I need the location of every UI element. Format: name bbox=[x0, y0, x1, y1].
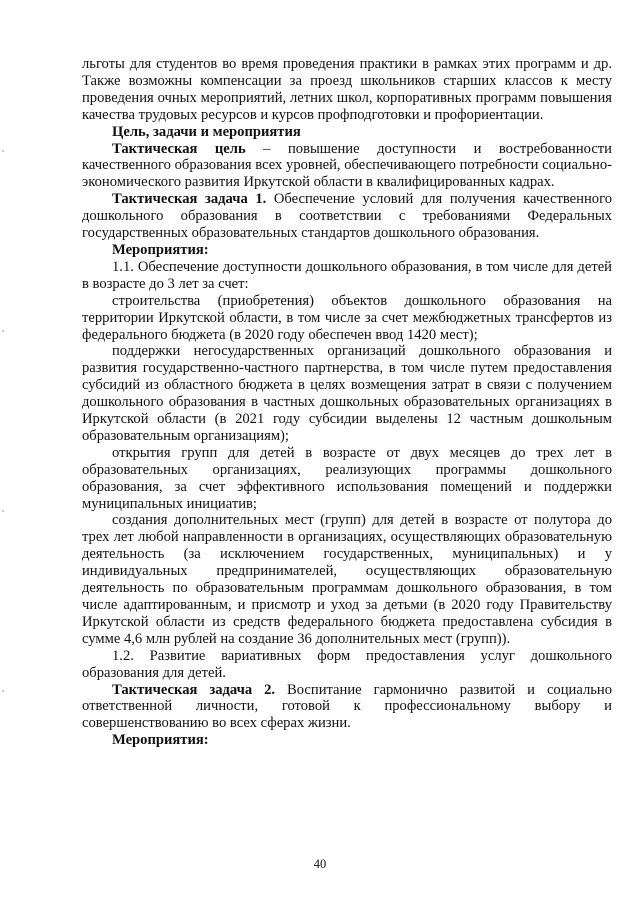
scan-artifact-dot bbox=[2, 690, 4, 692]
item-1-1: 1.1. Обеспечение доступности дошкольного образования, в том числе для детей в возрасте до 3 лет за счет: bbox=[82, 258, 612, 292]
scan-artifact-dot bbox=[2, 330, 4, 332]
scan-artifact-dot bbox=[2, 510, 4, 512]
page-number: 40 bbox=[313, 857, 327, 871]
goal-label: Тактическая цель bbox=[112, 140, 246, 157]
task1-label: Тактическая задача 1. bbox=[112, 191, 267, 208]
goal-paragraph bbox=[82, 141, 612, 192]
subitem-construction: строительства (приобретения) объектов дошкольного образования на территории Иркутской области, в том числе за счет межбюджетных трансфертов из федерального бюджета (в 2020 году обеспечен ввод 1420 мест); bbox=[82, 292, 612, 343]
task2-text: Воспитание гармонично развитой и социально ответственной личности, готовой к профессиональному выбору и совершенствованию во всех сферах жизни. bbox=[82, 681, 612, 732]
subitem-additional-places: создания дополнительных мест (групп) для детей в возрасте от полутора до трех лет любой направленности в организациях, осуществляющих образовательную деятельность (за исключением государственных, муниципальных) и у индивидуальных предпринимателей, осуществляющих образовательную деятельность по образовательным программам дошкольного образования, в том числе адаптированным, и присмотр и уход за детьми (в 2020 году Правительству Иркутской области из средств федерального бюджета предоставлена субсидия в сумме 4,6 млн рублей на создание 36 дополнительных мест (групп)). bbox=[82, 512, 612, 647]
scan-artifact-dot bbox=[2, 150, 4, 152]
section-heading: Цель, задачи и мероприятия bbox=[112, 123, 301, 140]
measures-heading-1: Мероприятия: bbox=[112, 241, 209, 258]
task1-paragraph bbox=[82, 191, 612, 242]
task2-label: Тактическая задача 2. bbox=[112, 681, 276, 698]
task1-text: Обеспечение условий для получения качественного дошкольного образования в соответствии с требованиями Федеральных государственных образовательных стандартов дошкольного образования. bbox=[82, 191, 612, 242]
intro-paragraph: льготы для студентов во время проведения практики в рамках этих программ и др. Также возможны компенсации за проезд школьников старших классов к месту проведения очных мероприятий, летних школ, корпоративных программ повышения качества трудовых ресурсов и курсов профподготовки и профориентации. bbox=[82, 56, 612, 123]
measures-heading-2: Мероприятия: bbox=[112, 732, 209, 749]
subitem-groups: открытия групп для детей в возрасте от двух месяцев до трех лет в образовательных организациях, реализующих программы дошкольного образования, за счет эффективного использования помещений и поддержки муниципальных инициатив; bbox=[82, 444, 612, 512]
item-1-2: 1.2. Развитие вариативных форм предоставления услуг дошкольного образования для детей. bbox=[82, 647, 612, 681]
document-page bbox=[82, 56, 612, 749]
goal-text: – повышение доступности и востребованности качественного образования всех уровней, обеспечивающего потребности социально-экономического развития Иркутской области в квалифицированных кадрах. bbox=[82, 140, 612, 191]
task2-paragraph bbox=[82, 682, 612, 733]
subitem-support: поддержки негосударственных организаций дошкольного образования и развития государственно-частного партнерства, в том числе путем предоставления субсидий из областного бюджета в целях возмещения затрат в связи с получением дошкольного образования в частных дошкольных образовательных организациях в Иркутской области (в 2021 году субсидии выделены 12 частным дошкольным образовательным организациям); bbox=[82, 343, 612, 444]
